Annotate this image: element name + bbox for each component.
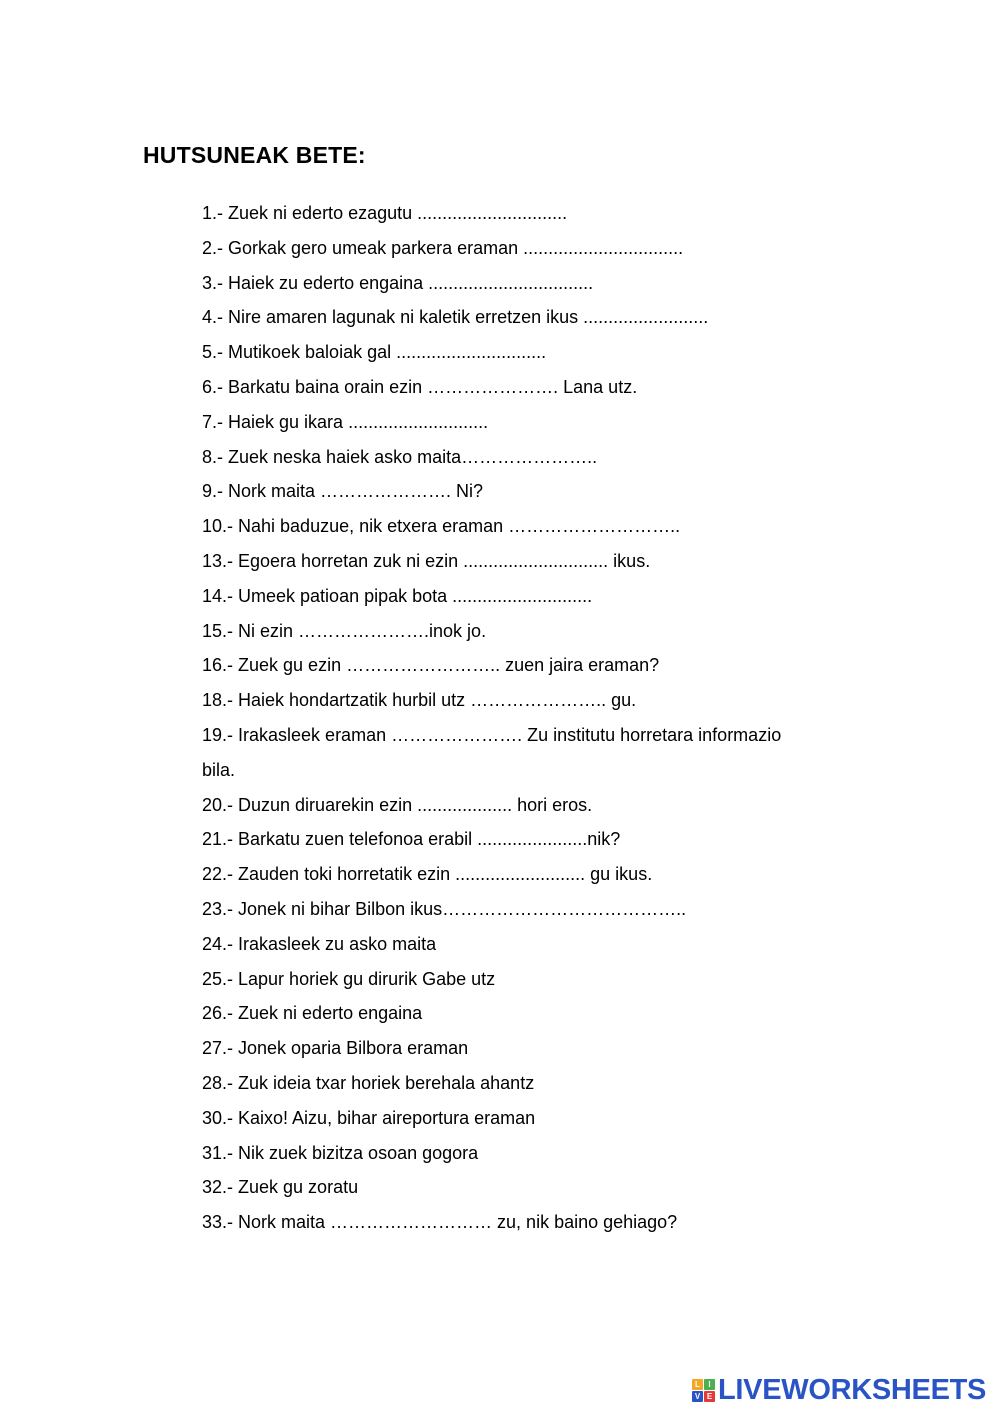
exercise-line: 6.- Barkatu baina orain ezin …………………. Lana utz. xyxy=(202,376,638,397)
exercise-line: 19.- Irakasleek eraman …………………. Zu institutu horretara informazio xyxy=(202,724,782,745)
exercise-line: 9.- Nork maita …………………. Ni? xyxy=(202,481,484,502)
exercise-line-continuation: bila. xyxy=(202,759,236,780)
liveworksheets-logo-text: LIVEWORKSHEETS xyxy=(718,1374,987,1406)
exercise-line: 20.- Duzun diruarekin ezin ................... hori eros. xyxy=(202,794,593,815)
exercise-line: 4.- Nire amaren lagunak ni kaletik erretzen ikus ......................... xyxy=(202,307,709,328)
exercise-line: 18.- Haiek hondartzatik hurbil utz ………………….. gu. xyxy=(202,690,637,711)
logo-cell: E xyxy=(704,1391,715,1402)
exercise-list xyxy=(202,196,882,1240)
exercise-line: 28.- Zuk ideia txar horiek berehala ahantz xyxy=(202,1072,535,1093)
page-title: HUTSUNEAK BETE: xyxy=(143,142,366,168)
exercise-line: 31.- Nik zuek bizitza osoan gogora xyxy=(202,1142,479,1163)
liveworksheets-logo-icon xyxy=(692,1379,715,1402)
exercise-line: 8.- Zuek neska haiek asko maita………………….. xyxy=(202,446,598,467)
exercise-line: 26.- Zuek ni ederto engaina xyxy=(202,1003,423,1024)
exercise-line: 21.- Barkatu zuen telefonoa erabil ......................nik? xyxy=(202,829,621,850)
logo-cell: I xyxy=(704,1379,715,1390)
exercise-line: 10.- Nahi baduzue, nik etxera eraman ……………………….. xyxy=(202,516,681,537)
exercise-line: 2.- Gorkak gero umeak parkera eraman ................................ xyxy=(202,237,684,258)
exercise-line: 14.- Umeek patioan pipak bota ............................ xyxy=(202,585,593,606)
exercise-line: 13.- Egoera horretan zuk ni ezin ............................. ikus. xyxy=(202,550,651,571)
exercise-line: 33.- Nork maita ……………………… zu, nik baino gehiago? xyxy=(202,1212,678,1233)
exercise-line: 15.- Ni ezin ………………….inok jo. xyxy=(202,620,487,641)
exercise-line: 25.- Lapur horiek gu dirurik Gabe utz xyxy=(202,968,496,989)
liveworksheets-logo xyxy=(692,1375,986,1405)
exercise-line: 23.- Jonek ni bihar Bilbon ikus………………………………….. xyxy=(202,898,687,919)
exercise-line: 30.- Kaixo! Aizu, bihar aireportura eraman xyxy=(202,1107,536,1128)
exercise-line: 7.- Haiek gu ikara ............................ xyxy=(202,411,489,432)
exercise-line: 3.- Haiek zu ederto engaina ................................. xyxy=(202,272,594,293)
exercise-line: 22.- Zauden toki horretatik ezin .......................... gu ikus. xyxy=(202,864,653,885)
exercise-line: 24.- Irakasleek zu asko maita xyxy=(202,933,437,954)
exercise-line: 16.- Zuek gu ezin …………………….. zuen jaira eraman? xyxy=(202,655,660,676)
exercise-line: 5.- Mutikoek baloiak gal .............................. xyxy=(202,342,547,363)
exercise-line: 32.- Zuek gu zoratu xyxy=(202,1177,359,1198)
exercise-line: 27.- Jonek oparia Bilbora eraman xyxy=(202,1038,469,1059)
exercise-line: 1.- Zuek ni ederto ezagutu .............................. xyxy=(202,203,568,223)
logo-cell: L xyxy=(692,1379,703,1390)
logo-cell: V xyxy=(692,1391,703,1402)
